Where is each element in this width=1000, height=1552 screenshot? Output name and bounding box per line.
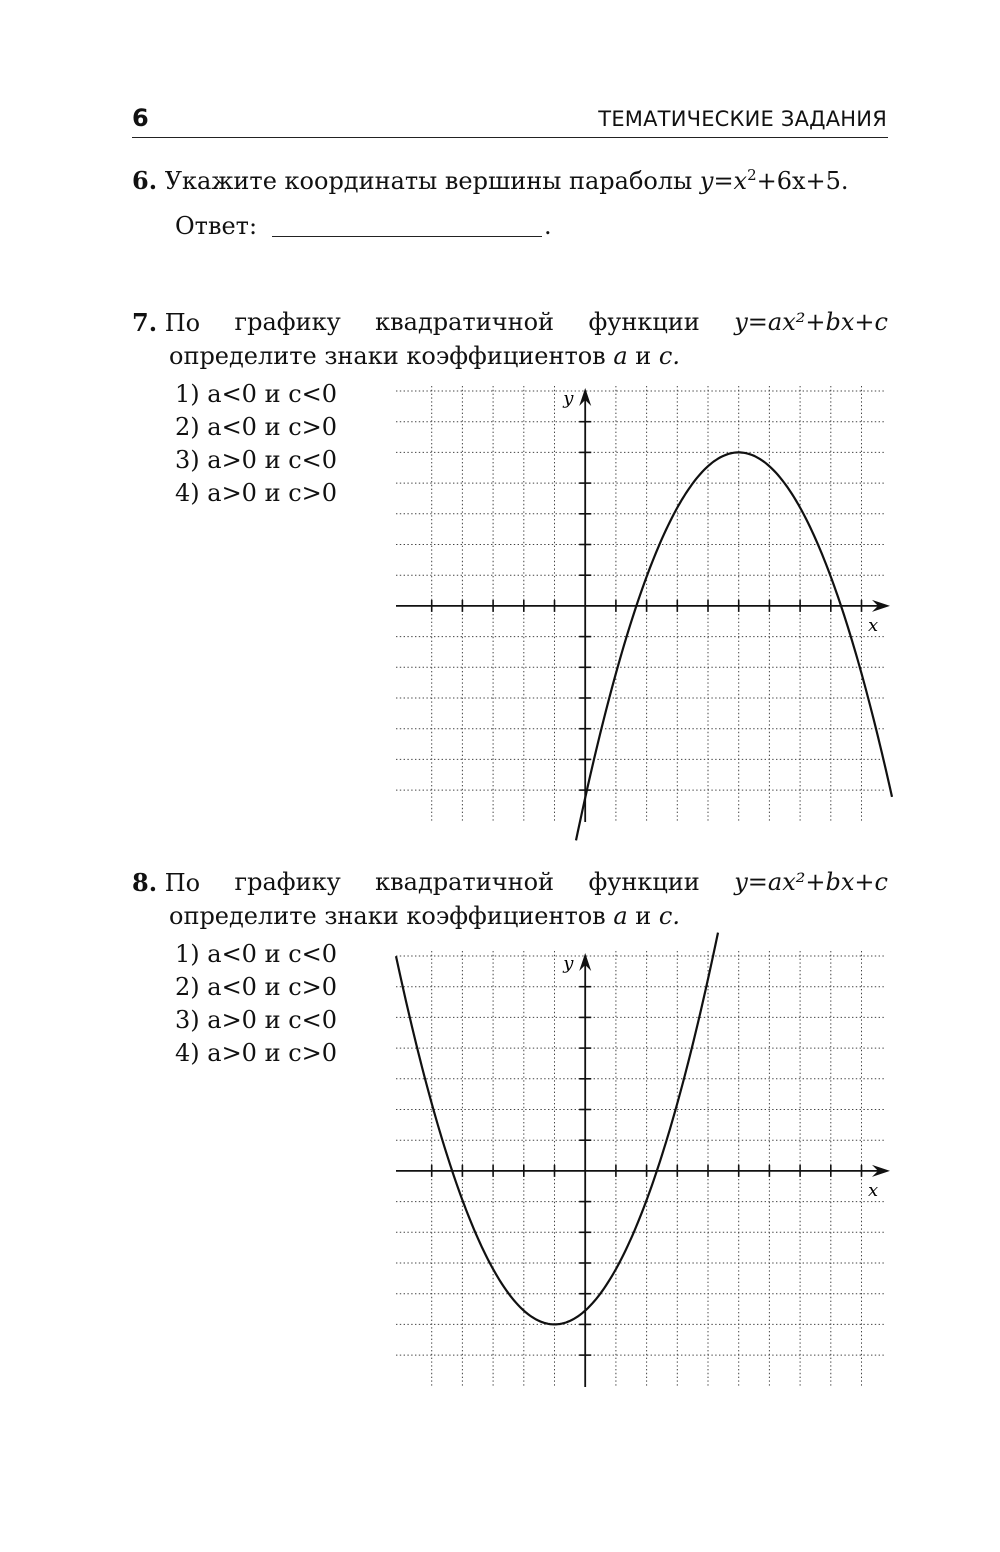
task-7-parabola (576, 452, 892, 840)
task-8-line2 (132, 900, 888, 933)
task-7-option-2[interactable]: 2) a<0 и c>0 (175, 413, 338, 441)
answer-field[interactable] (272, 236, 542, 237)
task-8-option-2[interactable]: 2) a<0 и c>0 (175, 973, 338, 1001)
task-8-parabola (396, 933, 718, 1325)
task-8-option-3[interactable]: 3) a>0 и c<0 (175, 1006, 338, 1034)
task-6-formula-eq: = (713, 167, 734, 195)
task-8-option-1[interactable]: 1) a<0 и c<0 (175, 940, 338, 968)
task-8-option-4[interactable]: 4) a>0 и c>0 (175, 1039, 338, 1067)
task-8-var-a: a (613, 902, 628, 930)
task-6-formula-exp: 2 (747, 166, 757, 184)
task-8-and: и (635, 902, 652, 930)
task-8-word-2: графику (234, 868, 341, 896)
task-8-x-label: x (868, 1179, 879, 1201)
answer-period: . (544, 212, 552, 240)
task-7-line1 (132, 306, 888, 340)
task-8-var-c: c. (658, 902, 680, 930)
answer-label: Ответ: (175, 212, 258, 240)
task-7-word-4: функции (588, 308, 700, 336)
task-6 (132, 164, 849, 198)
task-7-graph (396, 386, 892, 822)
task-7-option-4[interactable]: 4) a>0 и c>0 (175, 479, 338, 507)
task-7-option-3[interactable]: 3) a>0 и c<0 (175, 446, 338, 474)
task-7-options (175, 378, 337, 510)
task-6-formula-lhs: y (699, 167, 714, 195)
task-8-word-3: квадратичной (375, 868, 555, 896)
task-7-grid (396, 386, 886, 822)
task-8-graph (396, 951, 892, 1387)
task-7-var-a: a (613, 342, 628, 370)
task-8-line1 (132, 866, 888, 900)
task-7-axes (396, 388, 890, 822)
task-8 (132, 866, 888, 933)
task-7-word-1: По (164, 309, 201, 337)
task-7-line2 (132, 340, 888, 373)
task-7-word-3: квадратичной (375, 308, 555, 336)
task-6-formula-rest: +6x+5. (756, 167, 849, 195)
task-7-formula: y=ax²+bx+c (734, 308, 888, 336)
task-7 (132, 306, 888, 373)
page-number: 6 (132, 104, 149, 132)
section-title: ТЕМАТИЧЕСКИЕ ЗАДАНИЯ (598, 107, 887, 131)
task-8-options (175, 938, 337, 1070)
task-8-word-4: функции (588, 868, 700, 896)
task-8-word-1: По (164, 869, 201, 897)
task-7-option-1[interactable]: 1) a<0 и c<0 (175, 380, 338, 408)
task-7-and: и (635, 342, 652, 370)
task-8-line2-text: определите знаки коэффициентов (169, 902, 606, 930)
task-6-number: 6. (132, 166, 158, 195)
task-8-axes (396, 953, 890, 1387)
task-8-y-label: y (563, 953, 574, 974)
task-7-x-label: x (868, 614, 879, 636)
task-6-formula-x: x (733, 167, 748, 195)
task-8-number: 8. (132, 868, 158, 897)
task-6-text: Укажите координаты вершины параболы (164, 167, 693, 195)
task-7-var-c: c. (658, 342, 680, 370)
task-7-y-label: y (563, 388, 574, 409)
task-8-formula: y=ax²+bx+c (734, 868, 888, 896)
task-8-grid (396, 951, 886, 1387)
task-7-word-2: графику (234, 308, 341, 336)
header-divider (132, 137, 888, 138)
task-7-number: 7. (132, 308, 158, 337)
task-7-line2-text: определите знаки коэффициентов (169, 342, 606, 370)
